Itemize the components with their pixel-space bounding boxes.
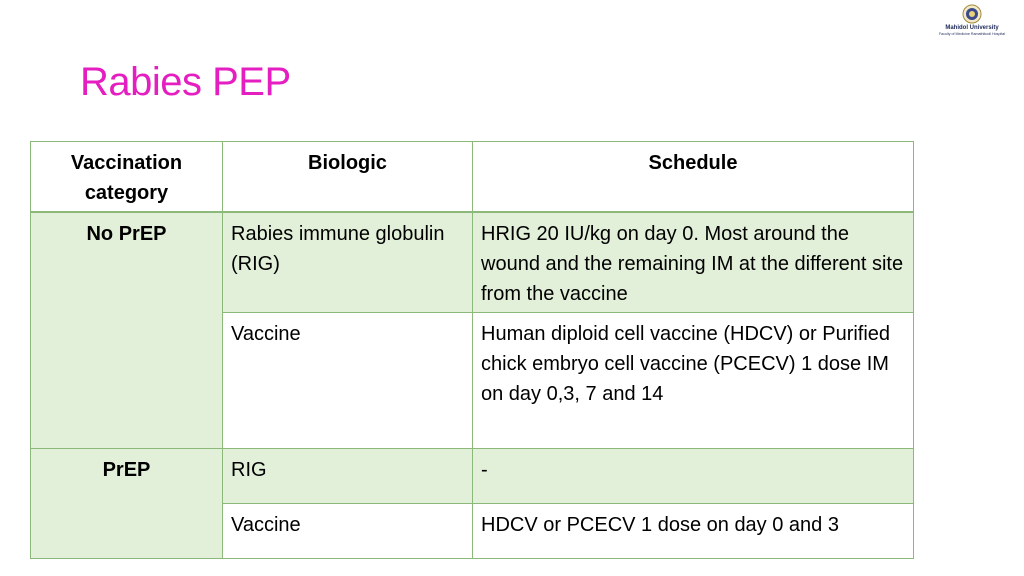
category-no-prep: No PrEP [31, 212, 223, 449]
schedule-cell: HDCV or PCECV 1 dose on day 0 and 3 [473, 504, 914, 559]
slide-title: Rabies PEP [80, 60, 291, 104]
biologic-cell: RIG [223, 449, 473, 504]
faculty-name: Faculty of Medicine Ramathibodi Hospital [938, 32, 1006, 36]
schedule-cell: Human diploid cell vaccine (HDCV) or Purified chick embryo cell vaccine (PCECV) 1 dose IM on day 0,3, 7 and 14 [473, 313, 914, 449]
biologic-cell: Vaccine [223, 313, 473, 449]
table-row [31, 212, 914, 313]
header-schedule: Schedule [473, 142, 914, 213]
header-vaccination-category: Vaccination category [31, 142, 223, 213]
university-name: Mahidol University [945, 25, 999, 31]
table-row [31, 449, 914, 504]
university-logo [920, 4, 1024, 46]
university-seal-icon [962, 4, 982, 24]
biologic-cell: Rabies immune globulin (RIG) [223, 212, 473, 313]
schedule-cell: - [473, 449, 914, 504]
category-prep: PrEP [31, 449, 223, 559]
biologic-cell: Vaccine [223, 504, 473, 559]
header-biologic: Biologic [223, 142, 473, 213]
table-header-row [31, 142, 914, 213]
rabies-pep-table [30, 141, 914, 559]
schedule-cell: HRIG 20 IU/kg on day 0. Most around the wound and the remaining IM at the different site from the vaccine [473, 212, 914, 313]
